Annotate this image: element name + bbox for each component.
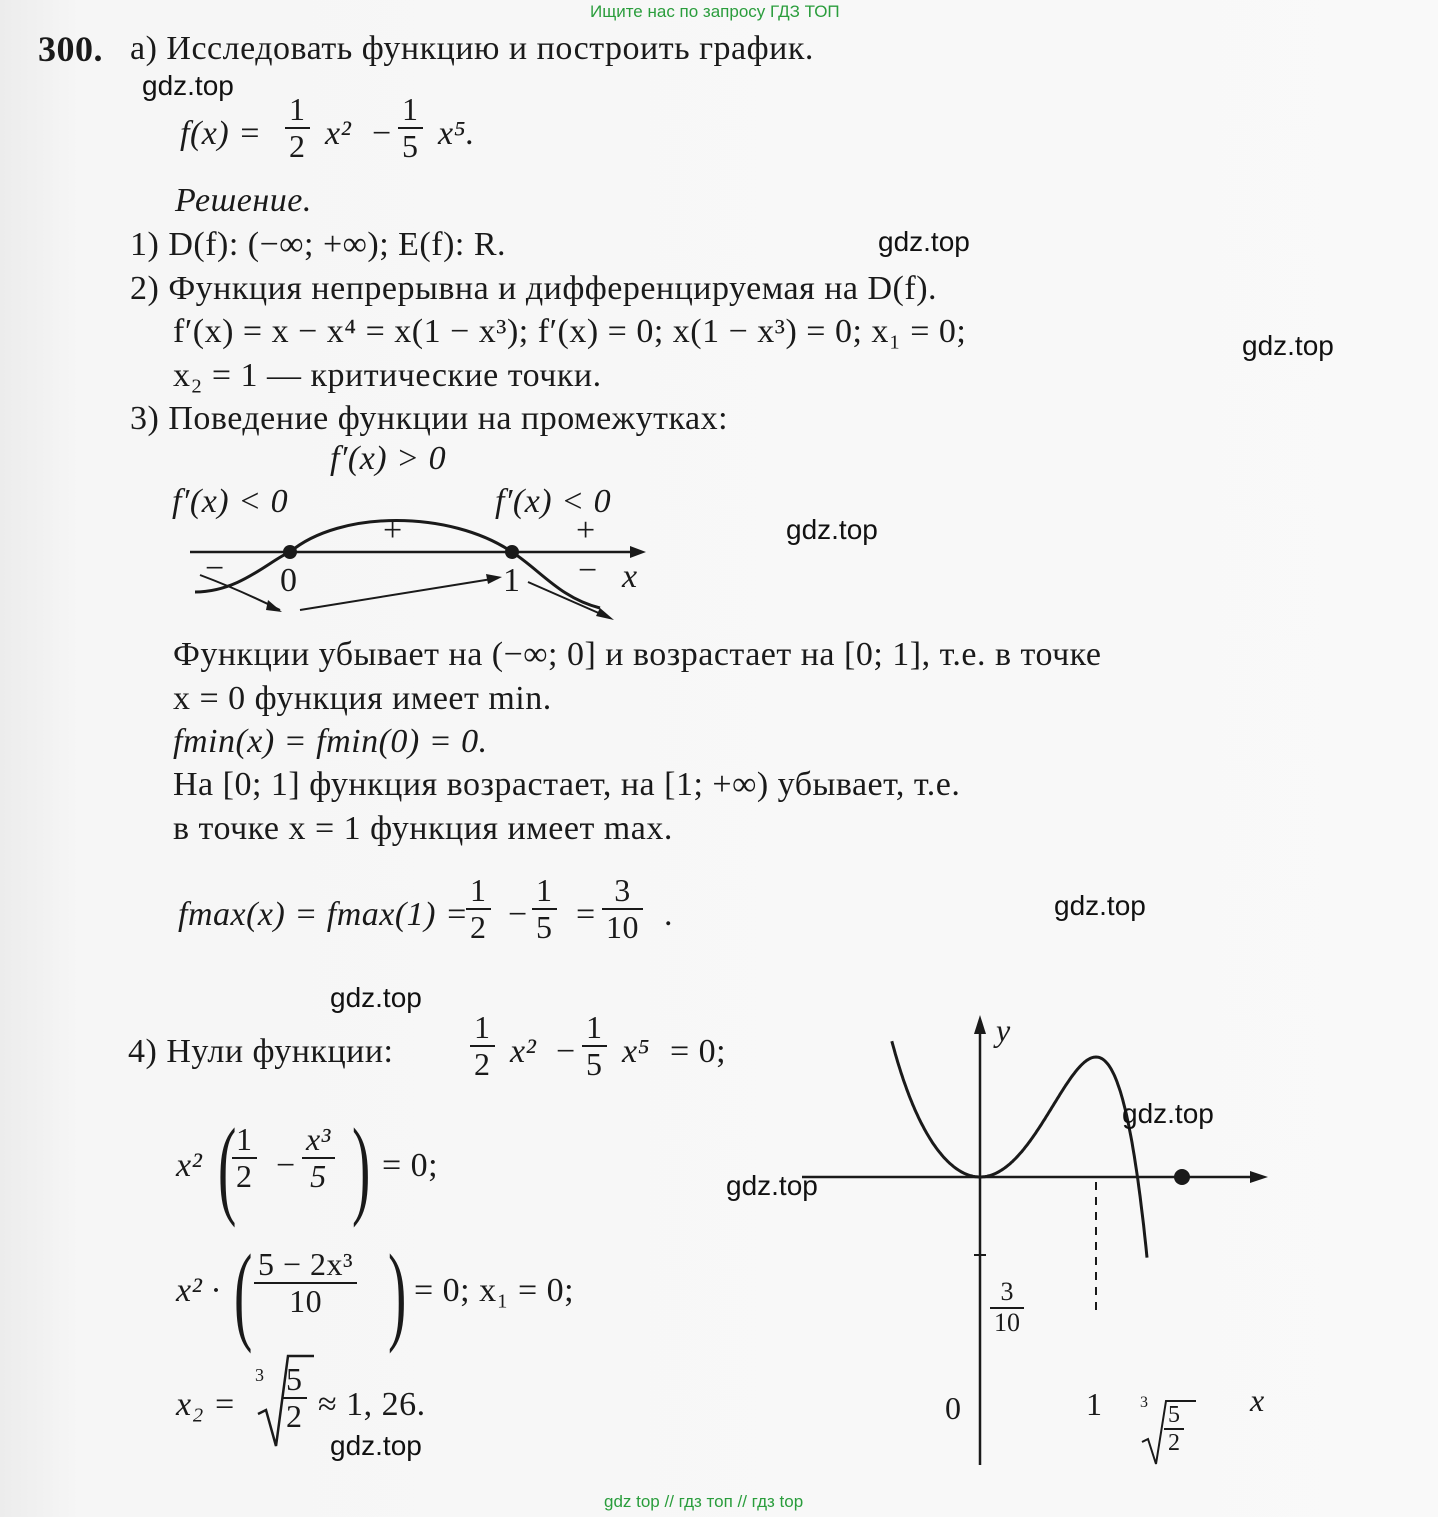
fmax-frac-b: $\frac{1}{5}$ <box>532 873 557 945</box>
step-3-text5: в точке x = 1 функция имеет max. <box>173 810 673 847</box>
s4-x2: x² <box>510 1033 537 1070</box>
graph-max-value: $\frac{3}{10}$ <box>990 1278 1024 1337</box>
watermark: gdz.top <box>1054 890 1146 921</box>
s4-x5: x⁵ <box>622 1033 650 1070</box>
step-2-line2: f′(x) = x − x⁴ = x(1 − x³); f′(x) = 0; x(1 − x³) = 0; x₁ = 0; <box>173 313 967 350</box>
step-4-title: 4) Нули функции: <box>128 1033 394 1070</box>
step-3-text3: fmin(x) = fmin(0) = 0. <box>173 723 488 760</box>
s4-f2-lhs: x² · <box>176 1272 221 1309</box>
step-3-text4: На [0; 1] функция возрастает, на [1; +∞) убывает, т.е. <box>173 766 961 803</box>
graph-y-label: y <box>996 1012 1011 1048</box>
bottom-banner[interactable]: gdz top // гдз топ // гдз top <box>604 1492 804 1511</box>
s4-f1-lhs: x² <box>176 1147 203 1184</box>
s4-f1-frac-a: $\frac{1}{2}$ <box>232 1122 257 1194</box>
s4-root-index: 3 <box>255 1365 264 1385</box>
watermark: gdz.top <box>330 1430 422 1461</box>
fmax-minus: − <box>508 896 528 933</box>
fmax-eq: = <box>576 896 596 933</box>
s4-f1-minus: − <box>276 1147 296 1184</box>
watermark: gdz.top <box>1242 330 1334 361</box>
fmax-lhs: fmax(x) = fmax(1) = <box>178 896 469 933</box>
top-banner[interactable]: Ищите нас по запросу ГДЗ ТОП <box>590 2 840 21</box>
paren-close-2: ) <box>388 1232 407 1354</box>
watermark: gdz.top <box>142 70 234 101</box>
graph-root-index: 3 <box>1140 1394 1148 1411</box>
sign-axis-arrow <box>630 546 646 558</box>
sign-top-label: f′(x) > 0 <box>330 440 447 477</box>
s4-f2-frac: $\frac{\text{5 − 2x³}}{10}$ <box>254 1247 357 1319</box>
sign-axis-label: x <box>622 558 638 595</box>
function-graph <box>790 1010 1290 1470</box>
step-1: 1) D(f): (−∞; +∞); E(f): R. <box>130 226 507 263</box>
sign-point-0: 0 <box>280 562 298 599</box>
sign-plus-1: + <box>383 512 403 549</box>
s4-frac-a: $\frac{1}{2}$ <box>470 1010 495 1082</box>
root-point <box>1174 1169 1190 1185</box>
step-3-text2: x = 0 функция имеет min. <box>173 680 552 717</box>
sign-plus-2: + <box>576 512 596 549</box>
s4-f1-rhs: = 0; <box>382 1147 439 1184</box>
sign-point-1: 1 <box>503 562 521 599</box>
s4-x2-lhs: x₂ = <box>176 1386 237 1423</box>
fmax-end: . <box>664 896 673 933</box>
paren-close-1: ) <box>352 1106 371 1228</box>
y-axis-arrow <box>974 1015 986 1034</box>
sign-minus-left: − <box>205 550 225 587</box>
watermark: gdz.top <box>726 1170 818 1201</box>
s4-x2-rhs: ≈ 1, 26. <box>318 1386 426 1423</box>
step-3-title: 3) Поведение функции на промежутках: <box>130 400 729 437</box>
function-minus: − <box>372 115 392 152</box>
s4-f2-rhs: = 0; x₁ = 0; <box>414 1272 575 1309</box>
fmax-frac-c: $\frac{3}{10}$ <box>602 873 643 945</box>
sign-right-label: f′(x) < 0 <box>495 483 612 520</box>
sign-minus-right: − <box>578 552 598 589</box>
x-axis-arrow <box>1250 1171 1268 1183</box>
paren-open-1: ( <box>218 1106 237 1228</box>
function-x5: x⁵. <box>438 115 475 152</box>
s4-minus: − <box>556 1033 576 1070</box>
watermark: gdz.top <box>330 982 422 1013</box>
watermark: gdz.top <box>786 514 878 545</box>
increase-arrow <box>300 578 498 610</box>
step-2-line1: 2) Функция непрерывна и дифференцируемая на D(f). <box>130 270 938 307</box>
graph-root-value: $\frac{5}{2}$ <box>1164 1402 1184 1457</box>
fmax-frac-a: $\frac{1}{2}$ <box>466 873 491 945</box>
function-lhs: f(x) = <box>180 115 262 152</box>
critical-point-1 <box>505 545 519 559</box>
s4-rhs: = 0; <box>670 1033 727 1070</box>
step-3-text1: Функции убывает на (−∞; 0] и возрастает на [0; 1], т.е. в точке <box>173 636 1102 673</box>
function-x2: x² <box>325 115 352 152</box>
sign-left-label: f′(x) < 0 <box>172 483 289 520</box>
function-curve <box>892 1041 1147 1257</box>
problem-title: а) Исследовать функцию и построить график. <box>130 30 814 67</box>
sign-diagram <box>180 500 680 630</box>
solution-label: Решение. <box>175 182 312 219</box>
step-2-line3: x₂ = 1 — критические точки. <box>173 357 602 394</box>
s4-f1-frac-b: $\frac{\text{x³}}{5}$ <box>302 1122 335 1194</box>
graph-origin-label: 0 <box>945 1390 961 1426</box>
watermark: gdz.top <box>878 226 970 257</box>
function-fifth: $\frac{1}{5}$ <box>398 92 423 164</box>
s4-frac-b: $\frac{1}{5}$ <box>582 1010 607 1082</box>
critical-point-0 <box>283 545 297 559</box>
watermark: gdz.top <box>1122 1098 1214 1129</box>
problem-number: 300. <box>38 29 103 69</box>
graph-x-label: x <box>1250 1382 1265 1418</box>
function-half: $\frac{1}{2}$ <box>285 92 310 164</box>
s4-root-frac: $\frac{5}{2}$ <box>282 1362 307 1434</box>
graph-one-label: 1 <box>1086 1386 1102 1422</box>
paren-open-2: ( <box>234 1232 253 1354</box>
